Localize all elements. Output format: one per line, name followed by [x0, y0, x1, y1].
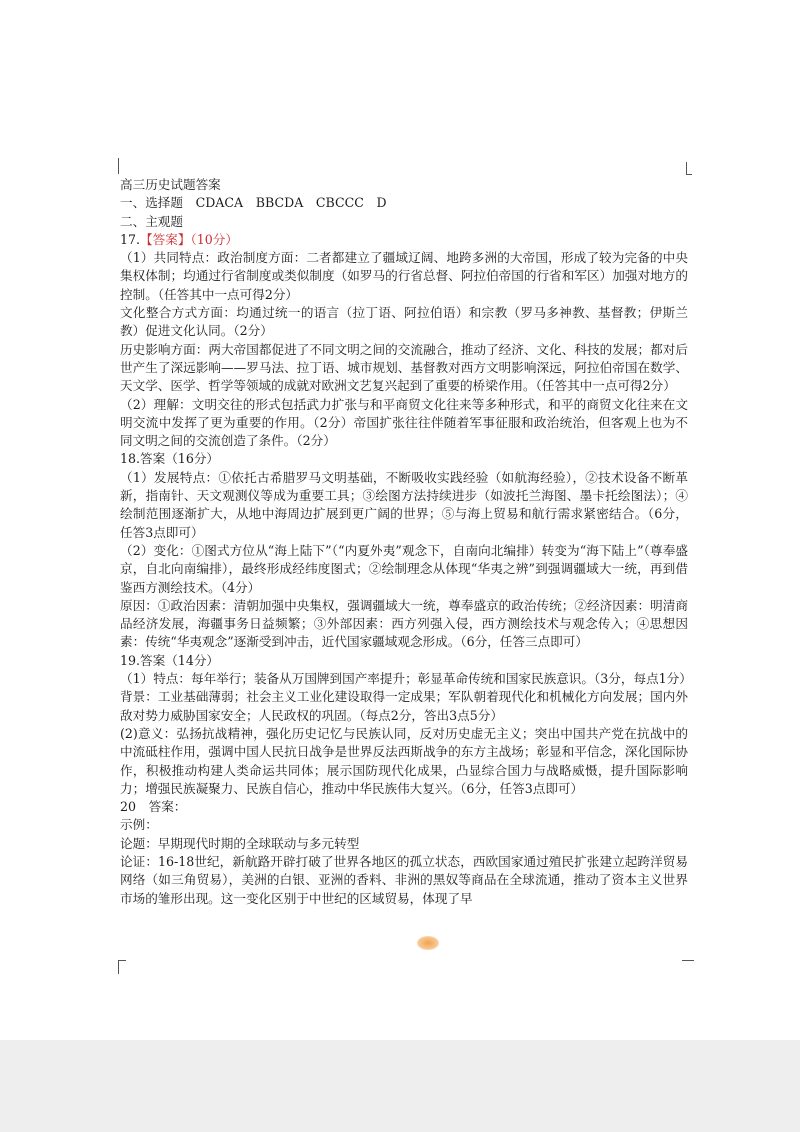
q17-paragraph: 文化整合方式方面：均通过统一的语言（拉丁语、阿拉伯语）和宗教（罗马多神教、基督教；伊斯兰教）促进文化认同。（2分）	[120, 305, 688, 339]
q17-points: （10分）	[190, 231, 238, 247]
crop-mark-bottom-left-vertical	[118, 960, 119, 974]
q17-paragraph: （2）理解：文明交往的形式包括武力扩张与和平商贸文化往来等多种形式，和平的商贸文化往来在文明交流中发挥了更为重要的作用。（2分）帝国扩张往往伴随着军事征服和政治统治，但客观上也为不同文明之间的交流创造了条件。（2分）	[120, 396, 688, 449]
q20-paragraph: 示例：	[120, 817, 158, 833]
document-title: 高三历史试题答案	[120, 177, 221, 192]
scan-bottom-margin	[0, 1040, 800, 1132]
crop-mark-top-right-vertical	[686, 162, 687, 174]
q19-heading: 19.答案（14分）	[120, 652, 220, 668]
q18-paragraph: （2）变化：①图式方位从“海上陆下”（“内夏外夷”观念下，自南向北编排）转变为“海下陆上”（尊奉盛京，自北向南编排），最终形成经纬度图式；②绘制理念从体现“华夷之辨”到强调疆域大一统，再到借鉴西方测绘技术。（4分）	[120, 542, 688, 595]
q19-paragraph: （1）特点：每年举行；装备从万国牌到国产率提升；彰显革命传统和国家民族意识。（3分，每点1分）	[120, 671, 692, 687]
crop-mark-top-left	[118, 158, 119, 174]
q17-paragraph: （1）共同特点：政治制度方面：二者都建立了疆域辽阔、地跨多洲的大帝国，形成了较为完备的中央集权体制；均通过行省制度或类似制度（如罗马的行省总督、阿拉伯帝国的行省和军区）加强对地方的控制。（任答其中一点可得2分）	[120, 250, 688, 302]
section-subjective: 二、主观题	[120, 213, 183, 229]
q17-answer-tag: 【答案】	[140, 231, 191, 247]
q17-paragraph: 历史影响方面：两大帝国都促进了不同文明之间的交流融合，推动了经济、文化、科技的发展；都对后世产生了深远影响——罗马法、拉丁语、城市规划、基督教对西方文明影响深远，阿拉伯帝国在数学、天文学、医学、哲学等领域的成就对欧洲文艺复兴起到了重要的桥梁作用。（任答其中一点可得2分）	[120, 341, 688, 394]
q17-number: 17.	[120, 231, 141, 247]
crop-mark-bottom-left-horizontal	[118, 960, 126, 961]
crop-mark-bottom-right	[682, 960, 694, 961]
q19-paragraph: (2)意义：弘扬抗战精神，强化历史记忆与民族认同，反对历史虚无主义；突出中国共产党在抗战中的中流砥柱作用，强调中国人民抗日战争是世界反法西斯战争的东方主战场；彰显和平信念，深化国际协作，积极推动构建人类命运共同体；展示国防现代化成果，凸显综合国力与战略威慑，提升国际影响力；增强民族凝聚力、民族自信心，推动中华民族伟大复兴。（6分，任答3点即可）	[120, 725, 688, 796]
q18-paragraph: （1）发展特点：①依托古希腊罗马文明基础，不断吸收实践经验（如航海经验），②技术设备不断革新，指南针、天文观测仪等成为重要工具；③绘图方法持续进步（如波托兰海图、墨卡托绘图法）；④绘制范围逐渐扩大，从地中海周边扩展到更广阔的世界；⑤与海上贸易和航行需求紧密结合。（6分，任答3点即可）	[120, 469, 688, 540]
q20-paragraph: 论题：早期现代时期的全球联动与多元转型	[120, 835, 360, 851]
q18-paragraph: 原因：①政治因素：清朝加强中央集权，强调疆域大一统，尊奉盛京的政治传统；②经济因素：明清商品经济发展，海疆事务日益频繁；③外部因素：西方列强入侵，西方测绘技术与观念传入；④思想因素：传统“华夷观念”逐渐受到冲击，近代国家疆域观念形成。（6分，任答三点即可）	[120, 597, 688, 650]
section-multiple-choice: 一、选择题 CDACA BBCDA CBCCC D	[120, 195, 387, 211]
q20-heading: 20 答案：	[120, 799, 187, 815]
q18-heading: 18.答案（16分）	[120, 451, 220, 467]
q17-heading	[120, 231, 688, 249]
ink-stain	[417, 936, 439, 950]
answer-document	[120, 176, 692, 908]
q19-paragraph: 背景：工业基础薄弱；社会主义工业化建设取得一定成果；军队朝着现代化和机械化方向发展；国内外敌对势力威胁国家安全；人民政权的巩固。（每点2分，答出3点5分）	[120, 689, 688, 723]
crop-mark-top-right-horizontal	[686, 174, 692, 175]
q20-paragraph: 论证：16-18世纪，新航路开辟打破了世界各地区的孤立状态，西欧国家通过殖民扩张建立起跨洋贸易网络（如三角贸易），美洲的白银、亚洲的香料、非洲的黑奴等商品在全球流通，推动了资本主义世界市场的雏形出现。这一变化区别于中世纪的区域贸易，体现了早	[120, 853, 688, 906]
